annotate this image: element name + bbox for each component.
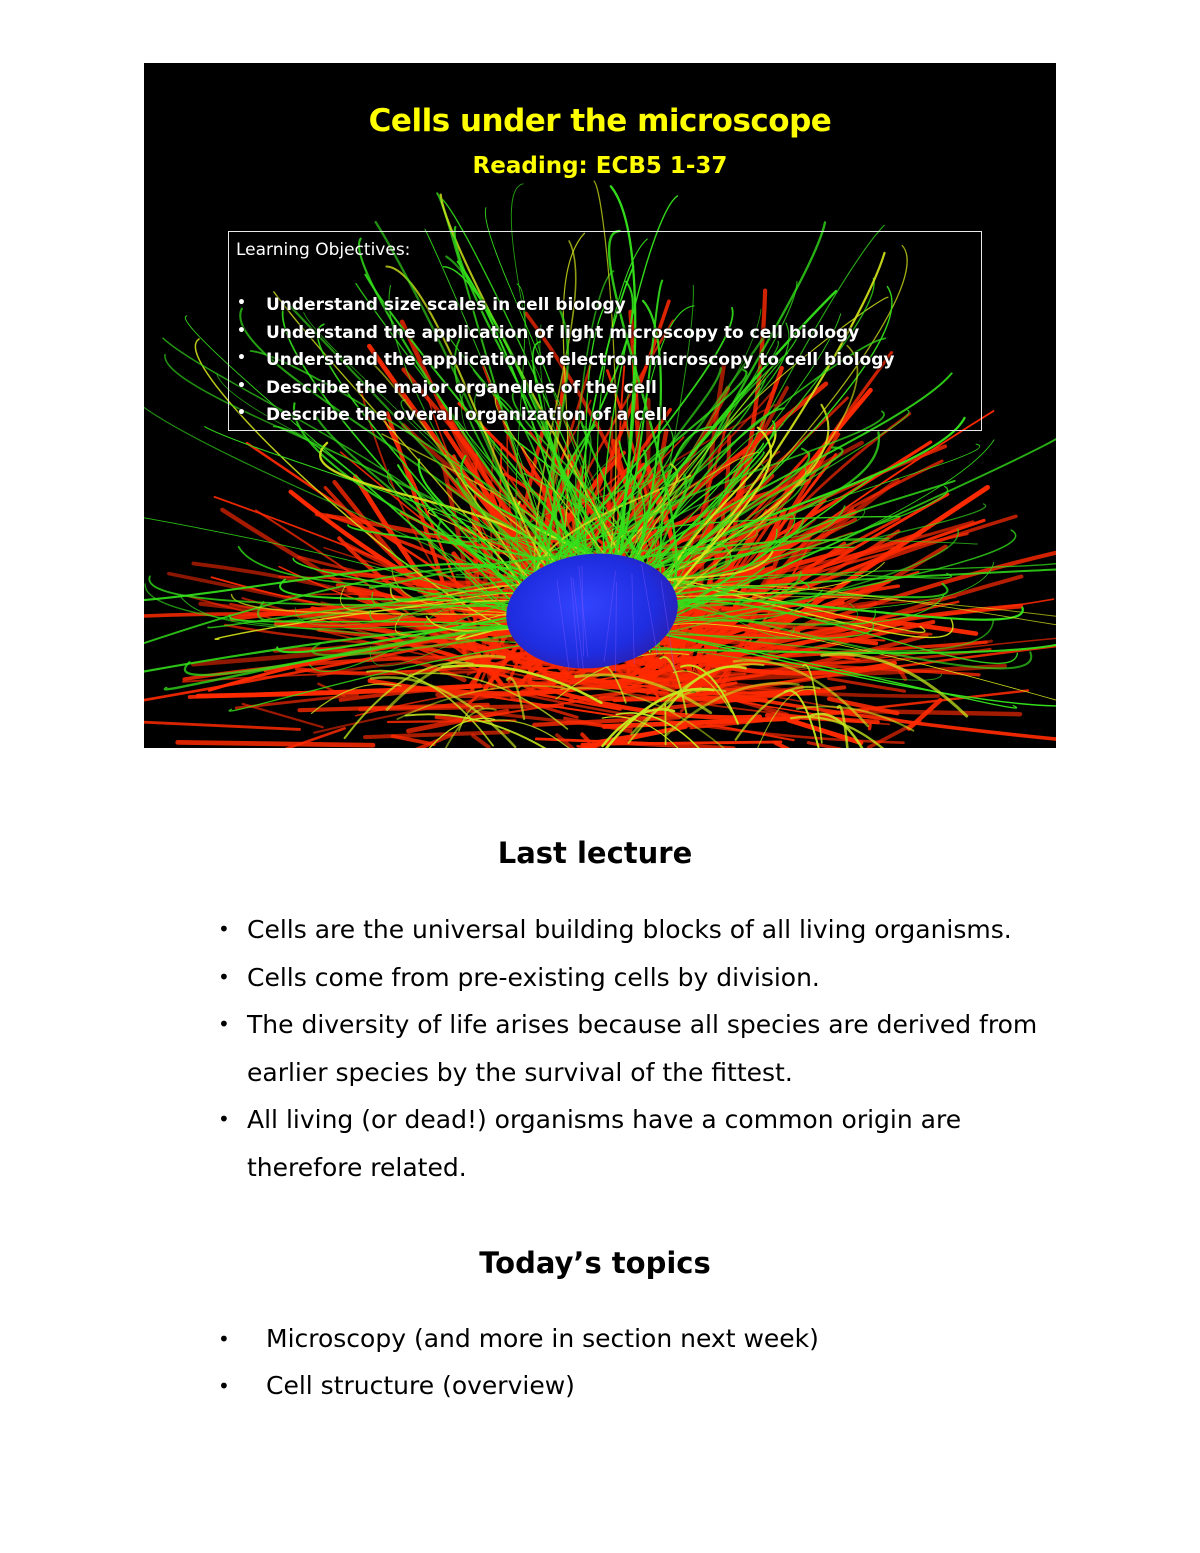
fiber xyxy=(681,708,685,711)
learning-objectives-list xyxy=(229,295,894,433)
list-item: • Cells come from pre-existing cells by division. xyxy=(218,954,1038,1002)
bullet: • xyxy=(237,322,246,339)
bullet: • xyxy=(218,964,230,989)
bullet: • xyxy=(237,405,246,421)
bullet: • xyxy=(237,350,246,366)
todays-topics-heading: Today’s topics xyxy=(479,1246,711,1280)
slide-title: Cells under the microscope xyxy=(368,103,832,139)
list-item: • All living (or dead!) organisms have a common origin are therefore related. xyxy=(218,1096,1038,1191)
bullet: • xyxy=(218,1012,230,1036)
fiber xyxy=(437,717,461,719)
bullet: • xyxy=(218,1327,230,1351)
last-lecture-list xyxy=(218,906,1038,1191)
todays-topics-list xyxy=(218,1316,1038,1409)
fiber xyxy=(243,704,323,727)
list-item: • The diversity of life arises because all species are derived from earlier species by the survival of the fittest. xyxy=(218,1001,1038,1096)
list-item: • Cells are the universal building blocks of all living organisms. xyxy=(218,906,1038,954)
lecture-slide xyxy=(144,63,1056,748)
objective-item: • Understand size scales in cell biology xyxy=(237,295,626,315)
list-item: • Microscopy (and more in section next week) xyxy=(218,1316,1038,1363)
objective-item: • Understand the application of electron microscopy to cell biology xyxy=(237,350,895,370)
bullet: • xyxy=(237,295,246,311)
fiber xyxy=(144,722,300,730)
slide-subtitle: Reading: ECB5 1-37 xyxy=(472,153,728,179)
bullet: • xyxy=(237,377,246,394)
fiber xyxy=(808,743,861,748)
objective-item: • Describe the major organelles of the cell xyxy=(237,377,657,398)
objective-item: • Describe the overall organization of a cell xyxy=(237,405,668,425)
bullet: • xyxy=(218,1373,230,1398)
learning-objectives-box xyxy=(228,231,982,431)
fiber xyxy=(178,742,373,745)
fiber xyxy=(870,725,871,729)
objective-item: • Understand the application of light microscopy to cell biology xyxy=(237,322,860,343)
bullet: • xyxy=(218,917,230,941)
list-item: • Cell structure (overview) xyxy=(218,1363,1038,1410)
last-lecture-heading: Last lecture xyxy=(497,836,693,870)
bullet: • xyxy=(218,1107,230,1131)
learning-objectives-heading: Learning Objectives: xyxy=(236,240,411,260)
